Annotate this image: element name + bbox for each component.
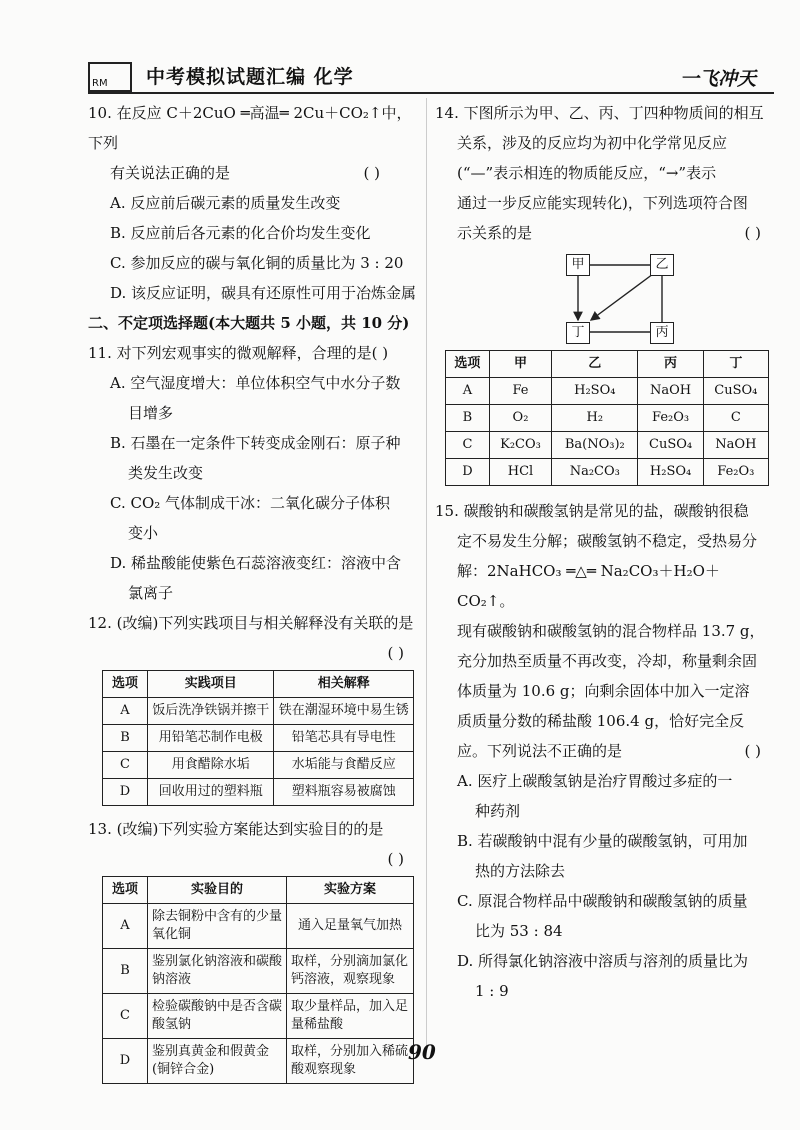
table-cell: B <box>103 725 148 752</box>
q11-option-a-cont: 目增多 <box>128 404 174 422</box>
q10-paren: ( ) <box>363 164 380 182</box>
q15-option-b-cont: 热的方法除去 <box>475 862 566 880</box>
header-title: 中考模拟试题汇编 化学 <box>146 66 354 88</box>
table-header: 甲 <box>489 351 551 378</box>
node-ding: 丁 <box>566 322 590 344</box>
table-header-row <box>103 671 414 698</box>
node-jia: 甲 <box>566 254 590 276</box>
q15-line-8-text: 应。下列说法不正确的是 <box>457 742 623 760</box>
q12-stem: 12. (改编)下列实践项目与相关解释没有关联的是 <box>88 614 414 632</box>
table-header: 实验目的 <box>148 877 287 904</box>
q11-option-b: B. 石墨在一定条件下转变成金刚石：原子种 <box>110 434 401 452</box>
table-header: 乙 <box>552 351 638 378</box>
column-divider <box>426 98 427 1058</box>
logo-text: RM <box>92 78 108 89</box>
table-cell: 取样，分别加入稀硫酸观察现象 <box>287 1039 414 1084</box>
q10-option-a: A. 反应前后碳元素的质量发生改变 <box>110 194 341 212</box>
q14-line-5-text: 示关系的是 <box>457 224 533 242</box>
table-cell: 通入足量氧气加热 <box>287 904 414 949</box>
table-cell: A <box>103 698 148 725</box>
table-cell: Fe₂O₃ <box>638 405 703 432</box>
table-cell: H₂SO₄ <box>552 378 638 405</box>
table-row <box>103 949 414 994</box>
table-header-row <box>103 877 414 904</box>
table-cell: B <box>446 405 490 432</box>
q13-table <box>102 876 414 1084</box>
q13-stem: 13. (改编)下列实验方案能达到实验目的的是 <box>88 820 384 838</box>
table-cell: 取样，分别滴加氯化钙溶液，观察现象 <box>287 949 414 994</box>
table-header: 相关解释 <box>274 671 414 698</box>
header-brand: 一飞冲天 <box>679 68 756 90</box>
table-cell: K₂CO₃ <box>489 432 551 459</box>
table-cell: 水垢能与食醋反应 <box>274 752 414 779</box>
q14-line-4: 通过一步反应能实现转化)，下列选项符合图 <box>457 194 748 212</box>
table-cell: CuSO₄ <box>703 378 768 405</box>
q14-line-2: 关系，涉及的反应均为初中化学常见反应 <box>457 134 728 152</box>
table-row <box>103 698 414 725</box>
table-cell: 取少量样品，加入足量稀盐酸 <box>287 994 414 1039</box>
relation-diagram <box>565 254 675 344</box>
table-cell: A <box>446 378 490 405</box>
table-cell: C <box>103 994 148 1039</box>
table-header: 选项 <box>446 351 490 378</box>
table-cell: CuSO₄ <box>638 432 703 459</box>
q15-line-2: 定不易发生分解；碳酸氢钠不稳定，受热易分 <box>457 532 758 550</box>
q11-option-d-cont: 氯离子 <box>128 584 174 602</box>
table-cell: NaOH <box>703 432 768 459</box>
q14-paren: ( ) <box>744 224 761 242</box>
q10-option-d: D. 该反应证明，碳具有还原性可用于冶炼金属 <box>110 284 417 302</box>
q15-paren: ( ) <box>744 742 761 760</box>
q10-stem: 10. 在反应 C＋2CuO ═高温═ 2Cu＋CO₂↑中，下列 <box>88 104 412 152</box>
q10-option-b: B. 反应前后各元素的化合价均发生变化 <box>110 224 371 242</box>
q11-option-a: A. 空气湿度增大：单位体积空气中水分子数 <box>110 374 401 392</box>
table-cell: Fe₂O₃ <box>703 459 768 486</box>
table-cell: 用食醋除水垢 <box>148 752 274 779</box>
q15-option-a-cont: 种药剂 <box>475 802 521 820</box>
table-cell: C <box>703 405 768 432</box>
table-header: 实验方案 <box>287 877 414 904</box>
table-cell: 铅笔芯具有导电性 <box>274 725 414 752</box>
q15-line-1: 15. 碳酸钠和碳酸氢钠是常见的盐，碳酸钠很稳 <box>435 502 749 520</box>
q15-option-d-cont: 1 : 9 <box>475 982 509 1000</box>
table-cell: D <box>103 779 148 806</box>
q15-option-d: D. 所得氯化钠溶液中溶质与溶剂的质量比为 <box>457 952 749 970</box>
q15-line-5: 充分加热至质量不再改变，冷却，称量剩余固 <box>457 652 758 670</box>
table-cell: 检验碳酸钠中是否含碳酸氢钠 <box>148 994 287 1039</box>
node-bing: 丙 <box>650 322 674 344</box>
left-column <box>88 98 420 1084</box>
q15-option-b: B. 若碳酸钠中混有少量的碳酸氢钠，可用加 <box>457 832 748 850</box>
q15-line-4: 现有碳酸钠和碳酸氢钠的混合物样品 13.7 g， <box>457 622 765 640</box>
q15-option-c: C. 原混合物样品中碳酸钠和碳酸氢钠的质量 <box>457 892 748 910</box>
table-cell: B <box>103 949 148 994</box>
table-row <box>103 725 414 752</box>
table-cell: D <box>446 459 490 486</box>
table-cell: H₂SO₄ <box>638 459 703 486</box>
q11-option-b-cont: 类发生改变 <box>128 464 204 482</box>
q11-option-c: C. CO₂ 气体制成干冰：二氧化碳分子体积 <box>110 494 391 512</box>
page-number: 90 <box>408 1040 436 1064</box>
q15-option-a: A. 医疗上碳酸氢钠是治疗胃酸过多症的一 <box>457 772 733 790</box>
q10-stem-text: 有关说法正确的是 <box>110 164 231 182</box>
q14-table <box>445 350 769 486</box>
table-cell: Na₂CO₃ <box>552 459 638 486</box>
section-2-title: 二、不定项选择题(本大题共 5 小题，共 10 分) <box>88 314 410 332</box>
table-row <box>446 378 769 405</box>
table-row <box>446 459 769 486</box>
q12-table <box>102 670 414 806</box>
q10-stem-2 <box>88 158 420 188</box>
q14-line-3: (“—”表示相连的物质能反应，“→”表示 <box>457 164 717 182</box>
q15-line-8 <box>435 736 775 766</box>
table-row <box>103 752 414 779</box>
node-yi: 乙 <box>650 254 674 276</box>
right-column <box>435 98 775 1006</box>
q11-stem: 11. 对下列宏观事实的微观解释，合理的是( ) <box>88 344 389 362</box>
table-row <box>446 432 769 459</box>
table-header-row <box>446 351 769 378</box>
table-cell: 除去铜粉中含有的少量氧化铜 <box>148 904 287 949</box>
table-header: 选项 <box>103 671 148 698</box>
table-cell: NaOH <box>638 378 703 405</box>
table-cell: C <box>103 752 148 779</box>
arrow-yi-ding <box>591 274 653 320</box>
table-cell: 鉴别氯化钠溶液和碳酸钠溶液 <box>148 949 287 994</box>
table-cell: Fe <box>489 378 551 405</box>
q11-option-c-cont: 变小 <box>128 524 159 542</box>
table-header: 丁 <box>703 351 768 378</box>
logo <box>88 62 132 92</box>
table-row <box>103 1039 414 1084</box>
q10-option-c: C. 参加反应的碳与氧化铜的质量比为 3 : 20 <box>110 254 404 272</box>
table-header: 选项 <box>103 877 148 904</box>
q14-line-1: 14. 下图所示为甲、乙、丙、丁四种物质间的相互 <box>435 104 764 122</box>
q15-line-7: 质质量分数的稀盐酸 106.4 g，恰好完全反 <box>457 712 745 730</box>
q14-line-5 <box>435 218 775 248</box>
table-cell: 回收用过的塑料瓶 <box>148 779 274 806</box>
q11-option-d: D. 稀盐酸能使紫色石蕊溶液变红：溶液中含 <box>110 554 402 572</box>
table-cell: 鉴别真黄金和假黄金(铜锌合金) <box>148 1039 287 1084</box>
table-row <box>103 904 414 949</box>
q12-paren: ( ) <box>387 644 404 662</box>
table-header: 实践项目 <box>148 671 274 698</box>
table-cell: 饭后洗净铁锅并擦干 <box>148 698 274 725</box>
q13-paren: ( ) <box>387 850 404 868</box>
header-rule <box>88 92 774 94</box>
table-cell: D <box>103 1039 148 1084</box>
table-cell: 铁在潮湿环境中易生锈 <box>274 698 414 725</box>
table-row <box>103 994 414 1039</box>
q15-line-6: 体质量为 10.6 g；向剩余固体中加入一定溶 <box>457 682 750 700</box>
table-cell: A <box>103 904 148 949</box>
table-cell: 用铅笔芯制作电极 <box>148 725 274 752</box>
table-cell: 塑料瓶容易被腐蚀 <box>274 779 414 806</box>
q15-option-c-cont: 比为 53 : 84 <box>475 922 563 940</box>
table-cell: C <box>446 432 490 459</box>
table-cell: H₂ <box>552 405 638 432</box>
q15-line-3: 解：2NaHCO₃ ═△═ Na₂CO₃＋H₂O＋CO₂↑。 <box>457 562 720 610</box>
table-row <box>103 779 414 806</box>
table-cell: O₂ <box>489 405 551 432</box>
table-header: 丙 <box>638 351 703 378</box>
table-cell: HCl <box>489 459 551 486</box>
table-row <box>446 405 769 432</box>
table-cell: Ba(NO₃)₂ <box>552 432 638 459</box>
